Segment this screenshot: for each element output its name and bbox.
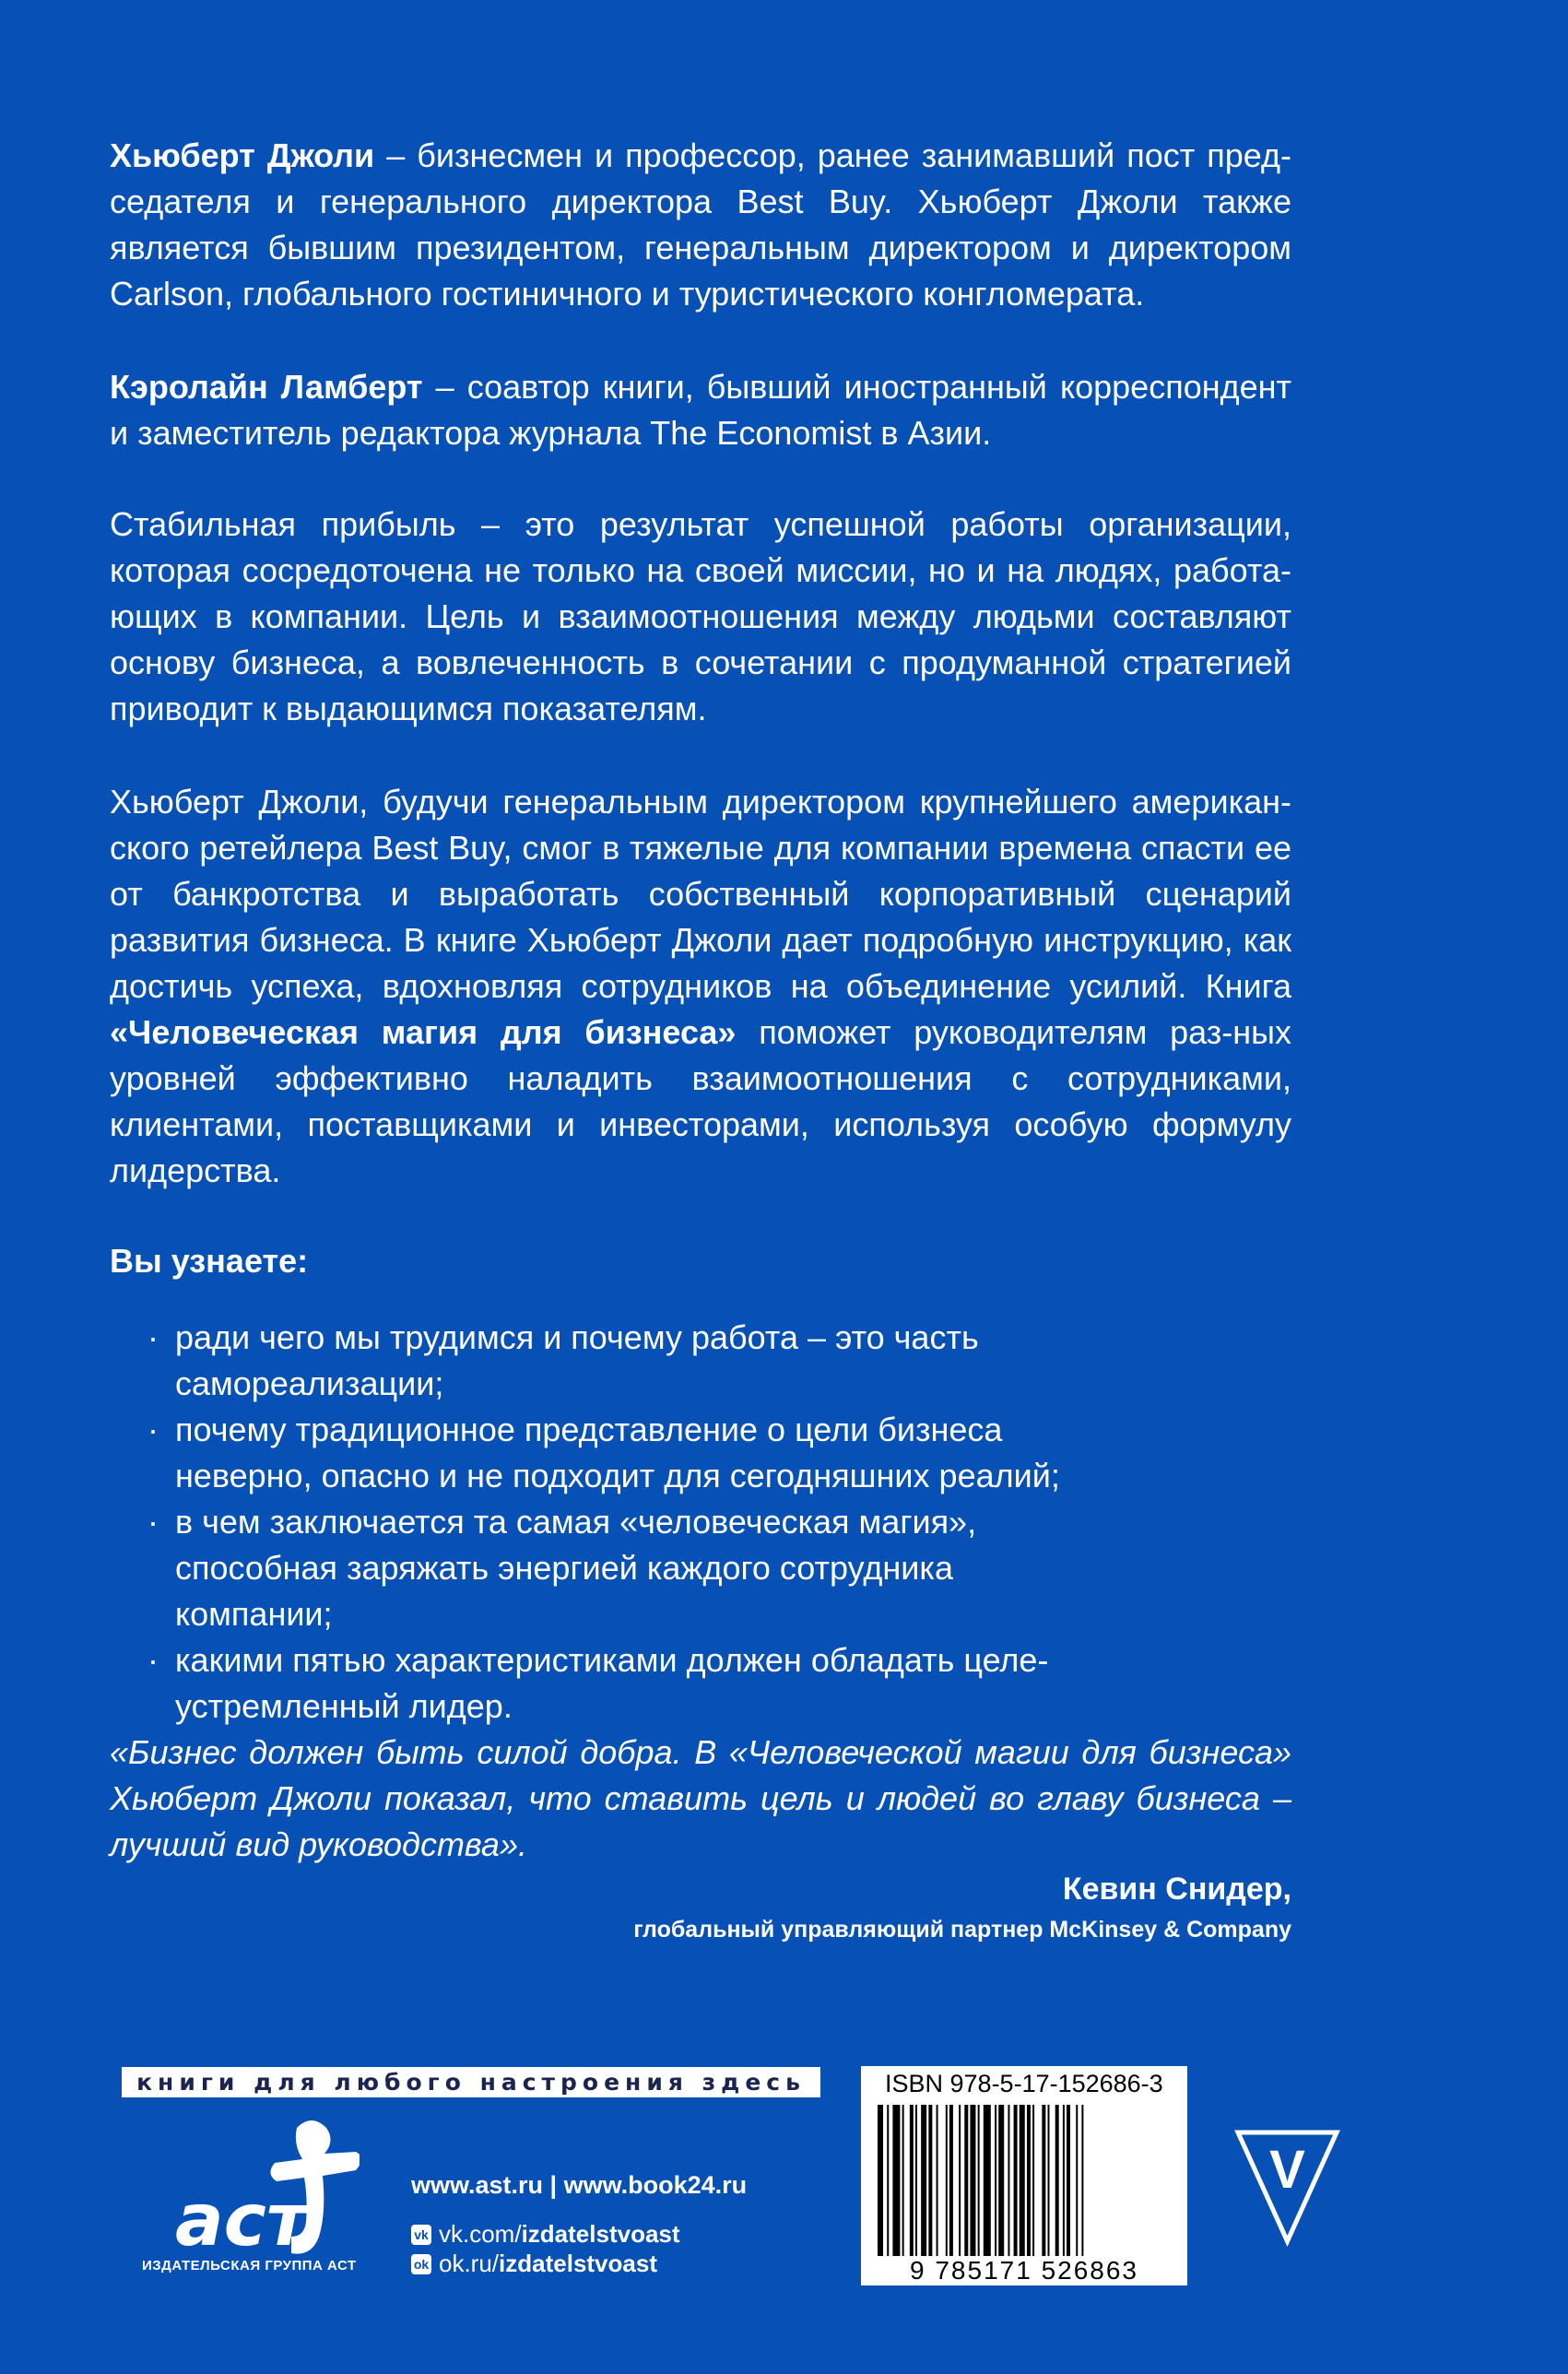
learn-list	[153, 1315, 1102, 1730]
author-bio-text: – бизнесмен и профессор, ранее занимавший пост пред-седателя и генерального директора Best Buy. Хьюберт Джоли также является бывшим президентом, генеральным директором и директором Carlson, глобального гостиничного и туристического конгломерата.	[110, 136, 1291, 313]
list-item: · ради чего мы трудимся и почему работа – это часть самореализации;	[153, 1315, 1102, 1407]
list-item: · почему традиционное представление о цели бизнеса неверно, опасно и не подходит для сегодняшних реалий;	[153, 1407, 1102, 1499]
imprint-letter: V	[1269, 2140, 1305, 2200]
author-bio	[110, 133, 1291, 317]
logo-text: аст	[175, 2179, 309, 2262]
quote-author: Кевин Снидер,	[1062, 1872, 1291, 1907]
website-links: www.ast.ru | www.book24.ru	[411, 2171, 748, 2199]
vk-icon: vk	[411, 2225, 431, 2245]
ok-icon: ok	[411, 2254, 431, 2274]
book-title: «Человеческая магия для бизнеса»	[110, 1013, 737, 1051]
tagline-banner: книги для любого настроения здесь	[122, 2067, 820, 2097]
vk-link	[411, 2220, 680, 2249]
learn-heading: Вы узнаете:	[110, 1242, 309, 1280]
isbn-number: ISBN 978-5-17-152686-3	[885, 2070, 1163, 2097]
barcode-icon	[878, 2105, 1171, 2256]
ok-prefix: ok.ru/	[439, 2250, 500, 2277]
ast-logo	[138, 2111, 360, 2277]
list-item: · какими пятью характеристиками должен обладать целе-устремленный лидер.	[153, 1637, 1102, 1730]
list-item: · в чем заключается та самая «человеческая магия», способная заряжать энергией каждого сотрудника компании;	[153, 1499, 1102, 1637]
publisher-name: ИЗДАТЕЛЬСКАЯ ГРУППА АСТ	[142, 2258, 357, 2274]
barcode-digits: 9 785171 526863	[910, 2256, 1138, 2285]
description-paragraph: Стабильная прибыль – это результат успешной работы организации, которая сосредоточена не только на своей миссии, но и на людях, работа-ющих в компании. Цель и взаимоотношения между людьми составляют основу бизнеса, а вовлеченность в сочетании с продуманной стратегией приводит к выдающимся показателям.	[110, 505, 1291, 727]
quote-author-role: глобальный управляющий партнер McKinsey & Company	[633, 1917, 1291, 1943]
coauthor-bio	[110, 364, 1291, 456]
v-imprint-logo	[1234, 2127, 1340, 2247]
summary-text-end: поможет руководителям раз-ных уровней эффективно наладить взаимоотношения с сотрудниками, клиентами, поставщиками и инвесторами, используя особую формулу лидерства.	[110, 1013, 1291, 1189]
ok-handle: izdatelstvoast	[499, 2250, 657, 2277]
ok-link	[411, 2250, 657, 2278]
summary-text-start: Хьюберт Джоли, будучи генеральным директором крупнейшего американ-ского ретейлера Best Buy, смог в тяжелые для компании времена спасти ее от банкротства и выработать собственный корпоративный сценарий развития бизнеса. В книге Хьюберт Джоли дает подробную инструкцию, как достичь успеха, вдохновляя сотрудников на объединение усилий. Книга	[110, 783, 1291, 1005]
author-name: Хьюберт Джоли	[110, 136, 375, 174]
testimonial-quote: «Бизнес должен быть силой добра. В «Человеческой магии для бизнеса» Хьюберт Джоли показал, что ставить цель и людей во главу бизнеса – лучший вид руководства».	[110, 1733, 1291, 1863]
coauthor-bio-text: – соавтор книги, бывший иностранный корреспондент и заместитель редактора журнала The Economist в Азии.	[110, 368, 1291, 452]
book-summary-paragraph	[110, 779, 1291, 1194]
vk-handle: izdatelstvoast	[521, 2220, 680, 2248]
vk-prefix: vk.com/	[439, 2220, 522, 2248]
coauthor-name: Кэролайн Ламберт	[110, 368, 423, 406]
isbn-barcode	[861, 2066, 1187, 2285]
